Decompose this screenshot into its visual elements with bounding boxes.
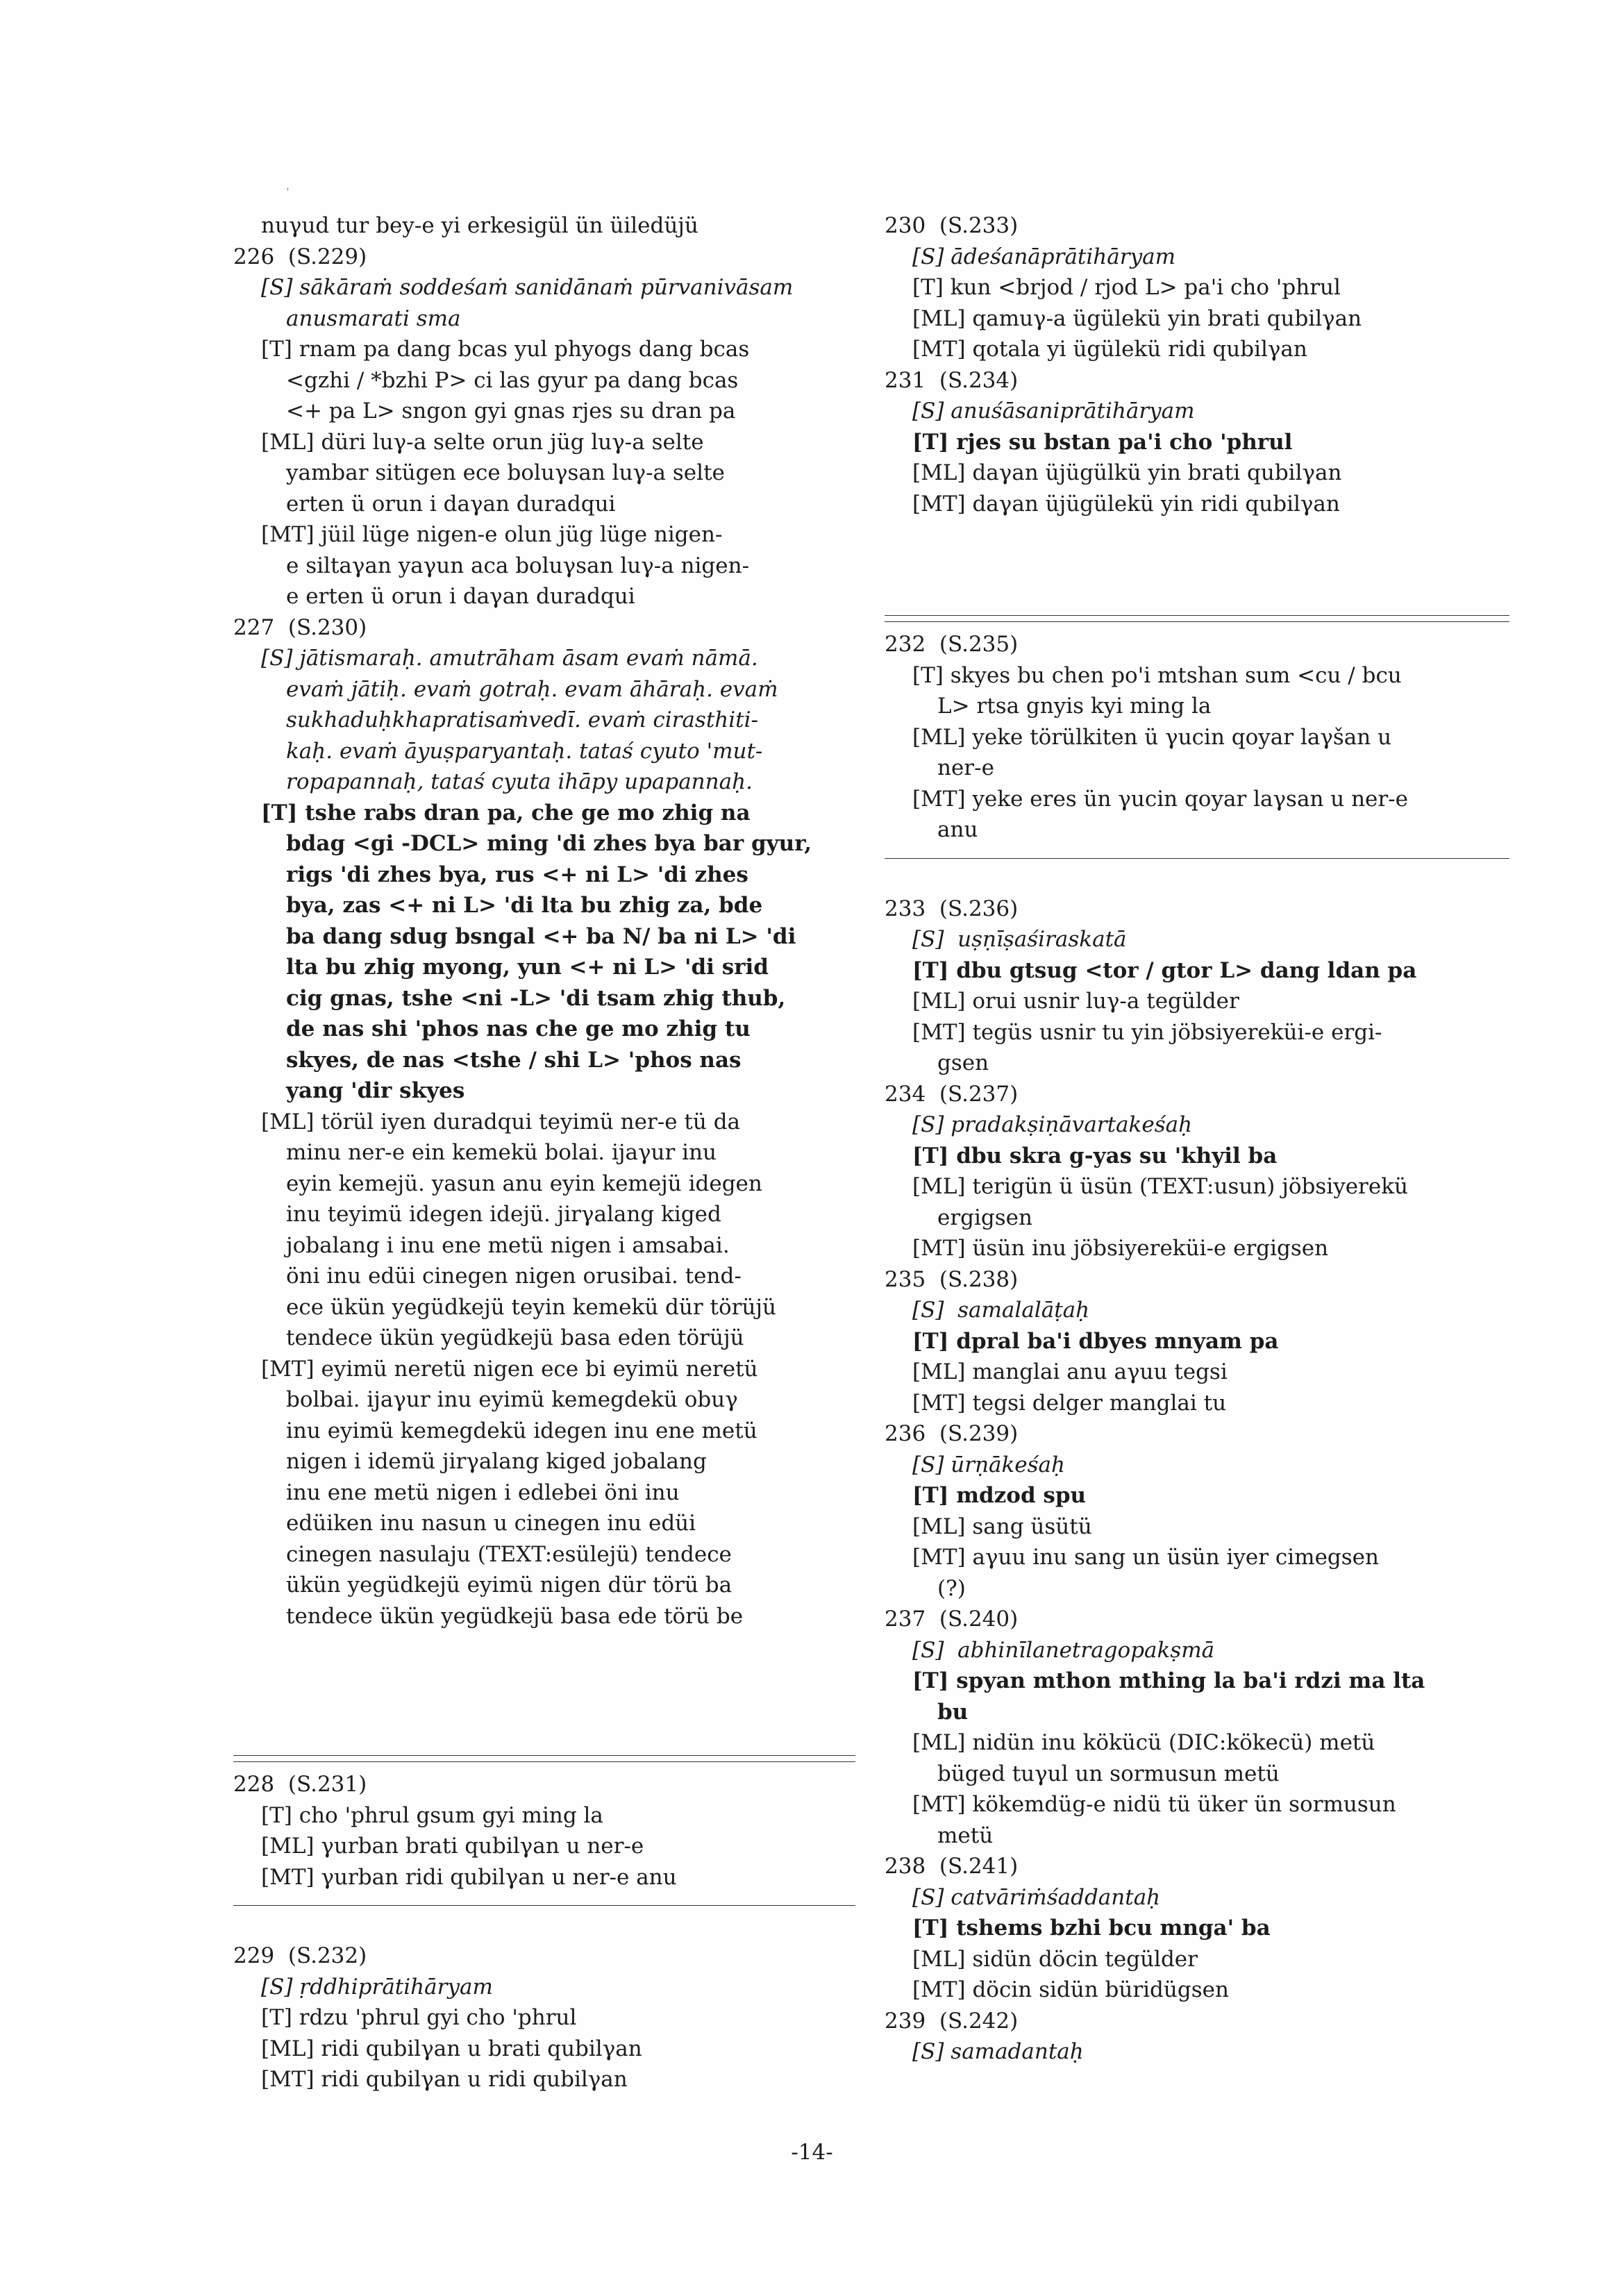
entry-heading: 234 (S.237)	[885, 1081, 1019, 1107]
tibetan-line: yang 'dir skyes	[286, 1078, 465, 1103]
sanskrit-line: [S] samadantaḥ	[912, 2039, 1084, 2064]
mt-line: inu eyimü kemegdekü idegen inu ene metü	[286, 1418, 757, 1443]
ml-line: [ML] nidün inu kökücü (DIC:kökecü) metü	[912, 1730, 1375, 1755]
tibetan-line: lta bu zhig myong, yun <+ ni L> 'di srid	[286, 955, 769, 980]
mt-line: e erten ü orun i daγan duradqui	[286, 584, 635, 609]
mt-line: ükün yegüdkejü eyimü nigen dür törü ba	[286, 1573, 733, 1598]
tibetan-line: [T] spyan mthon mthing la ba'i rdzi ma lta	[912, 1668, 1425, 1693]
tibetan-line: [T] dpral ba'i dbyes mnyam pa	[912, 1328, 1279, 1354]
mt-line: [MT] kökemdüg-e nidü tü üker ün sormusun	[912, 1792, 1396, 1817]
sanskrit-line: [S] sākāraṁ soddeśaṁ sanidānaṁ pūrvanivāsam	[261, 275, 794, 300]
mt-line: cinegen nasulaju (TEXT:esülejü) tendece	[286, 1541, 732, 1567]
ml-line: eyin kemejü. yasun anu eyin kemejü idegen	[286, 1171, 762, 1196]
entry-heading: 230 (S.233)	[885, 213, 1019, 238]
ml-line: büged tuγul un sormusun metü	[937, 1761, 1280, 1786]
entry-230	[885, 210, 1509, 365]
tibetan-line: <gzhi / *bzhi P> ci las gyur pa dang bcas	[286, 367, 739, 393]
mt-line: [MT] döcin sidün büridügsen	[912, 1977, 1229, 2002]
entry-heading: 235 (S.238)	[885, 1266, 1019, 1292]
ml-line: [ML] daγan üjügülkü yin brati qubilγan	[912, 460, 1342, 485]
mt-line: metü	[937, 1822, 994, 1848]
entry-239	[885, 2006, 1509, 2068]
ml-line: [ML] qamuγ-a ügülekü yin brati qubilγan	[912, 305, 1362, 331]
sanskrit-line: anusmarati sma	[286, 305, 461, 331]
entry-heading: 229 (S.232)	[233, 1943, 367, 1968]
ml-line: [ML] sidün döcin tegülder	[912, 1946, 1198, 1972]
tibetan-line: ba dang sdug bsngal <+ ba N/ ba ni L> 'di	[286, 923, 796, 949]
sanskrit-line: [S] ūrṇākeśaḥ	[912, 1452, 1065, 1477]
tibetan-line: <+ pa L> sngon gyi gnas rjes su dran pa	[286, 399, 736, 424]
tibetan-line: [T] skyes bu chen po'i mtshan sum <cu / bcu	[912, 662, 1402, 688]
mt-line: edüiken inu nasun u cinegen inu edüi	[286, 1511, 696, 1536]
entry-heading: 226 (S.229)	[233, 244, 367, 269]
tibetan-line: [T] rnam pa dang bcas yul phyogs dang bcas	[261, 337, 750, 362]
sanskrit-line: [S] pradakṣiṇāvartakeśaḥ	[912, 1112, 1193, 1137]
sanskrit-line: ropapannaḥ, tataś cyuta ihāpy upapannaḥ.	[286, 769, 753, 794]
entry-229	[233, 1941, 855, 2095]
double-rule-divider	[885, 615, 1509, 622]
entry-232	[885, 629, 1509, 846]
sanskrit-line: kaḥ. evaṁ āyuṣparyantaḥ. tataś cyuto 'mut-	[286, 738, 763, 764]
ml-line: minu ner-e ein kemekü bolai. ijaγur inu	[286, 1140, 717, 1165]
mt-line: anu	[937, 817, 978, 842]
entry-heading: 232 (S.235)	[885, 632, 1019, 657]
sanskrit-line: [S] samalalāṭaḥ	[912, 1298, 1090, 1323]
tibetan-line: bdag <gi -DCL> ming 'di zhes bya bar gyur,	[286, 831, 812, 856]
entry-227	[233, 612, 855, 1632]
mt-line: [MT] yeke eres ün γucin qoyar laγsan u ner-e	[912, 786, 1409, 812]
tibetan-line: rigs 'di zhes bya, rus <+ ni L> 'di zhes	[286, 862, 748, 887]
sanskrit-line: [S] uṣṇīṣaśiraskatā	[912, 927, 1127, 952]
entry-238	[885, 1851, 1509, 2006]
tibetan-line: [T] dbu gtsug <tor / gtor L> dang ldan pa	[912, 957, 1417, 983]
sanskrit-line: sukhaduḥkhapratisaṁvedī. evaṁ cirasthiti-	[286, 707, 759, 732]
sanskrit-line: [S] anuśāsaniprātihāryam	[912, 399, 1195, 424]
entry-heading: 228 (S.231)	[233, 1772, 367, 1797]
rule-divider	[233, 1905, 855, 1906]
mt-line: bolbai. ijaγur inu eyimü kemegdekü obuγ	[286, 1387, 738, 1412]
mt-line: inu ene metü nigen i edlebei öni inu	[286, 1480, 680, 1505]
mt-line: [MT] tegüs usnir tu yin jöbsiyereküi-e ergi-	[912, 1019, 1382, 1045]
ml-line: [ML] manglai anu aγuu tegsi	[912, 1359, 1228, 1384]
ml-line: tendece ükün yegüdkejü basa eden törüjü	[286, 1325, 744, 1350]
mt-line: [MT] jüil lüge nigen-e olun jüg lüge nigen-	[261, 522, 723, 547]
tibetan-line: [T] mdzod spu	[912, 1483, 1087, 1508]
entry-226	[233, 242, 855, 612]
ml-line: [ML] törül iyen duradqui teyimü ner-e tü da	[261, 1109, 741, 1134]
mt-line: nigen i idemü jirγalang kiged jobalang	[286, 1449, 707, 1474]
tibetan-line: [T] rjes su bstan pa'i cho 'phrul	[912, 429, 1293, 455]
entry-235	[885, 1264, 1509, 1419]
sanskrit-line: [S] catvāriṁśaddantaḥ	[912, 1884, 1161, 1910]
double-rule-divider	[233, 1755, 855, 1762]
mt-line: [MT] γurban ridi qubilγan u ner-e anu	[261, 1864, 677, 1890]
tibetan-line: cig gnas, tshe <ni -L> 'di tsam zhig thub,	[286, 985, 786, 1011]
mt-line: [MT] tegsi delger manglai tu	[912, 1390, 1227, 1416]
entry-231	[885, 365, 1509, 520]
page-number: -14-	[791, 2140, 833, 2165]
ml-line: [ML] düri luγ-a selte orun jüg luγ-a selte	[261, 429, 704, 455]
ml-line: ece ükün yegüdkejü teyin kemekü dür törüjü	[286, 1294, 777, 1320]
tibetan-line: L> rtsa gnyis kyi ming la	[937, 694, 1212, 719]
ml-line: [ML] terigün ü üsün (TEXT:usun) jöbsiyerekü	[912, 1174, 1408, 1199]
entry-228	[233, 1769, 855, 1893]
entry-234	[885, 1079, 1509, 1264]
left-column	[233, 210, 855, 2095]
entry-233	[885, 894, 1509, 1079]
ml-line: ergigsen	[937, 1205, 1032, 1230]
mt-line: [MT] üsün inu jöbsiyereküi-e ergigsen	[912, 1236, 1329, 1261]
entry-237	[885, 1604, 1509, 1851]
mt-line: [MT] aγuu inu sang un üsün iyer cimegsen	[912, 1545, 1379, 1570]
mt-line: gsen	[937, 1050, 989, 1075]
entry-heading: 238 (S.241)	[885, 1854, 1019, 1879]
continuation-line: nuγud tur bey-e yi erkesigül ün üiledüjü	[261, 213, 698, 238]
ml-line: [ML] γurban brati qubilγan u ner-e	[261, 1834, 644, 1859]
mt-line: [MT] daγan üjügülekü yin ridi qubilγan	[912, 491, 1340, 517]
ml-line: [ML] sang üsütü	[912, 1514, 1092, 1539]
entry-236	[885, 1418, 1509, 1604]
tibetan-line: [T] rdzu 'phrul gyi cho 'phrul	[261, 2005, 577, 2030]
ml-line: yambar sitügen ece boluγsan luγ-a selte	[286, 460, 725, 485]
ml-line: [ML] orui usnir luγ-a tegülder	[912, 989, 1239, 1014]
tibetan-line: skyes, de nas <tshe / shi L> 'phos nas	[286, 1047, 742, 1073]
tibetan-line: bya, zas <+ ni L> 'di lta bu zhig za, bde	[286, 893, 763, 918]
ml-line: erten ü orun i daγan duradqui	[286, 491, 616, 517]
entry-heading: 239 (S.242)	[885, 2008, 1019, 2034]
sanskrit-line: [S] jātismaraḥ. amutrāham āsam evaṁ nāmā.	[261, 646, 758, 671]
mt-line: tendece ükün yegüdkejü basa ede törü be	[286, 1603, 744, 1629]
rule-divider	[885, 858, 1509, 859]
sanskrit-line: [S] ṛddhiprātihāryam	[261, 1974, 493, 2000]
mt-line: [MT] qotala yi ügülekü ridi qubilγan	[912, 337, 1307, 362]
tibetan-line: [T] kun <brjod / rjod L> pa'i cho 'phrul	[912, 275, 1341, 300]
ml-line: [ML] yeke törülkiten ü γucin qoyar laγšan u	[912, 724, 1392, 750]
mt-line: (?)	[937, 1575, 966, 1601]
mt-line: e siltaγan yaγun aca boluγsan luγ-a nigen-	[286, 553, 750, 578]
tibetan-line: [T] tshe rabs dran pa, che ge mo zhig na	[261, 800, 751, 826]
ml-line: öni inu edüi cinegen nigen orusibai. tend-	[286, 1264, 742, 1289]
ml-line: inu teyimü idegen idejü. jirγalang kiged	[286, 1202, 721, 1227]
tibetan-line: [T] dbu skra g-yas su 'khyil ba	[912, 1143, 1278, 1168]
entry-heading: 237 (S.240)	[885, 1607, 1019, 1632]
entry-heading: 236 (S.239)	[885, 1421, 1019, 1446]
sanskrit-line: [S] ādeśanāprātihāryam	[912, 244, 1175, 269]
tibetan-line: [T] tshems bzhi bcu mnga' ba	[912, 1916, 1271, 1941]
sanskrit-line: [S] abhinīlanetragopakṣmā	[912, 1637, 1215, 1663]
mt-line: [MT] eyimü neretü nigen ece bi eyimü neretü	[261, 1356, 758, 1382]
ml-line: ner-e	[937, 755, 994, 780]
tibetan-line: bu	[937, 1699, 969, 1725]
entry-heading: 231 (S.234)	[885, 367, 1019, 393]
margin-mark: '	[286, 185, 290, 200]
ml-line: jobalang i inu ene metü nigen i amsabai.	[286, 1232, 730, 1258]
ml-line: [ML] ridi qubilγan u brati qubilγan	[261, 2036, 642, 2061]
entry-heading: 233 (S.236)	[885, 896, 1019, 921]
tibetan-line: [T] cho 'phrul gsum gyi ming la	[261, 1802, 603, 1828]
mt-line: [MT] ridi qubilγan u ridi qubilγan	[261, 2067, 628, 2092]
sanskrit-line: evaṁ jātiḥ. evaṁ gotraḥ. evam āhāraḥ. evaṁ	[286, 676, 778, 702]
right-column	[885, 210, 1509, 2068]
tibetan-line: de nas shi 'phos nas che ge mo zhig tu	[286, 1016, 751, 1041]
entry-heading: 227 (S.230)	[233, 614, 367, 640]
